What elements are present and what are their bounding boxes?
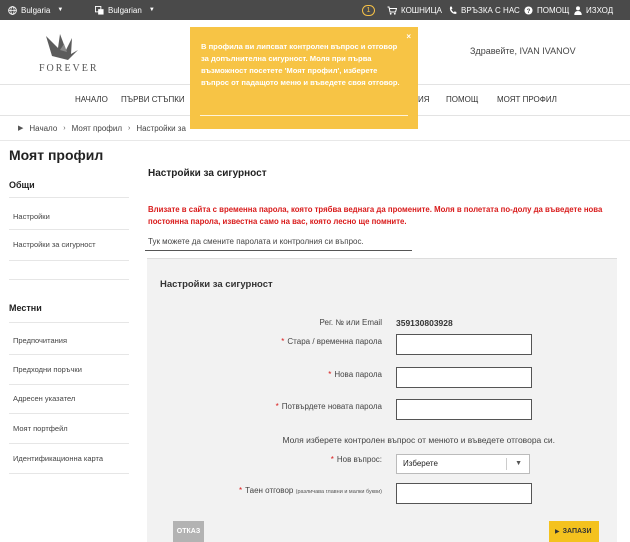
sidebar-item-wallet[interactable]: Моят портфейл — [13, 424, 68, 433]
nav-profile[interactable]: МОЯТ ПРОФИЛ — [497, 95, 557, 104]
info-text: Тук можете да смените паролата и контролния си въпрос. — [148, 237, 364, 246]
breadcrumb — [18, 121, 186, 135]
contact-link[interactable] — [449, 0, 520, 20]
notification-badge: 1 — [362, 5, 375, 16]
breadcrumb-home[interactable]: Начало — [29, 123, 58, 133]
cancel-button[interactable]: ОТКАЗ — [173, 521, 204, 542]
confirm-password-field[interactable] — [396, 399, 532, 420]
info-divider — [145, 250, 412, 251]
sidebar-divider — [9, 279, 129, 280]
answer-text: Таен отговор — [245, 486, 294, 495]
new-password-text: Нова парола — [334, 370, 382, 379]
chevron-right-icon: › — [63, 124, 66, 132]
reg-number-value: 359130803928 — [396, 318, 453, 328]
nav-partial-item[interactable]: ИЯ — [418, 95, 430, 104]
cart-link[interactable] — [387, 0, 442, 20]
reg-number-label: Рег. № или Email — [319, 318, 382, 327]
save-label: ЗАПАЗИ — [562, 528, 592, 535]
question-label — [331, 455, 382, 464]
chevron-down-icon: ▼ — [148, 7, 155, 13]
security-question-select[interactable] — [396, 454, 530, 474]
sidebar-divider — [9, 229, 129, 230]
required-mark: * — [238, 486, 243, 495]
play-icon: ▶ — [555, 529, 560, 535]
security-question-tooltip — [190, 27, 418, 129]
question-text: Нов въпрос: — [336, 455, 382, 464]
old-password-field[interactable] — [396, 334, 532, 355]
nav-home[interactable]: НАЧАЛО — [75, 95, 108, 104]
required-mark: * — [281, 337, 285, 346]
sidebar-item-id-card[interactable]: Идентификационна карта — [13, 454, 104, 463]
security-question-value: Изберете — [403, 459, 438, 468]
nav-help[interactable]: ПОМОЩ — [446, 95, 479, 104]
sidebar-item-orders[interactable]: Предходни поръчки — [13, 365, 82, 374]
sidebar-divider — [9, 413, 129, 414]
old-password-label — [281, 337, 382, 346]
sidebar-section-local: Местни — [9, 303, 42, 313]
select-divider — [506, 458, 507, 470]
help-label: ПОМОЩ — [537, 5, 570, 15]
old-password-text: Стара / временна парола — [287, 337, 382, 346]
close-icon[interactable]: × — [406, 32, 411, 41]
required-mark: * — [330, 455, 334, 464]
eagle-icon — [38, 30, 108, 64]
security-settings-panel — [147, 258, 617, 542]
nav-first-steps[interactable]: ПЪРВИ СТЪПКИ — [121, 95, 185, 104]
sidebar-title: Моят профил — [9, 147, 104, 163]
breadcrumb-divider — [0, 140, 630, 141]
new-password-label — [328, 370, 382, 379]
sidebar-item-settings[interactable]: Настройки — [13, 212, 50, 221]
top-bar — [0, 0, 630, 20]
logo-wordmark: FOREVER — [39, 63, 99, 74]
user-greeting: Здравейте, IVAN IVANOV — [470, 46, 576, 56]
cart-icon — [387, 6, 397, 15]
page-title: Настройки за сигурност — [148, 168, 267, 179]
secret-answer-field[interactable] — [396, 483, 532, 504]
sidebar-section-general: Общи — [9, 180, 35, 190]
new-password-field[interactable] — [396, 367, 532, 388]
chevron-down-icon: ▼ — [57, 7, 64, 13]
sidebar-divider — [9, 322, 129, 323]
svg-text:?: ? — [526, 7, 531, 15]
answer-label — [239, 486, 382, 495]
breadcrumb-profile[interactable]: Моят профил — [71, 123, 122, 133]
sidebar-divider — [9, 473, 129, 474]
globe-icon — [8, 6, 17, 15]
logout-label: ИЗХОД — [586, 5, 614, 15]
chevron-down-icon: ▼ — [515, 460, 522, 467]
breadcrumb-current: Настройки за — [136, 123, 186, 133]
language-icon — [95, 6, 104, 15]
tooltip-text: В профила ви липсват контролен въпрос и отговор за допълнителна сигурност. Моля при първа възможност посетете 'Моят профил', изберете въпрос от падащото меню и въведете своя отговор. — [201, 42, 400, 87]
logout-link[interactable] — [574, 0, 613, 20]
language-selector[interactable] — [95, 0, 155, 20]
chevron-right-icon: › — [127, 124, 131, 132]
help-link[interactable] — [524, 0, 569, 20]
panel-title: Настройки за сигурност — [160, 279, 273, 290]
sidebar-divider — [9, 384, 129, 385]
user-icon — [574, 6, 582, 15]
required-mark: * — [328, 370, 332, 379]
sidebar-divider — [9, 354, 129, 355]
sidebar-item-preferences[interactable]: Предпочитания — [13, 336, 68, 345]
question-instruction: Моля изберете контролен въпрос от менюто и въведете отговора си. — [282, 435, 555, 445]
tooltip-divider — [200, 115, 408, 116]
cart-label: КОШНИЦА — [401, 5, 442, 15]
help-icon — [524, 6, 533, 15]
save-button[interactable] — [549, 521, 599, 542]
temporary-password-warning: Влизате в сайта с временна парола, която трябва веднага да промените. Моля в полетата по-долу да въведете нова постоянна парола, известна само на вас, която лесно ще помните. — [148, 205, 603, 226]
sidebar-divider — [9, 260, 129, 261]
contact-label: ВРЪЗКА С НАС — [461, 5, 520, 15]
confirm-password-label — [276, 402, 382, 411]
phone-icon — [449, 6, 457, 15]
case-sensitive-note: (различава главни и малки букви) — [295, 489, 382, 495]
country-label: Bulgaria — [21, 5, 51, 15]
chevron-right-icon: ▶ — [18, 125, 24, 132]
language-label: Bulgarian — [108, 5, 142, 15]
required-mark: * — [275, 402, 279, 411]
sidebar-item-address-book[interactable]: Адресен указател — [13, 394, 76, 403]
notifications-button[interactable] — [362, 0, 375, 20]
confirm-password-text: Потвърдете новата парола — [281, 402, 382, 411]
sidebar-divider — [9, 197, 129, 198]
sidebar-item-security[interactable]: Настройки за сигурност — [13, 240, 96, 249]
country-selector[interactable] — [8, 0, 63, 20]
sidebar-divider — [9, 443, 129, 444]
